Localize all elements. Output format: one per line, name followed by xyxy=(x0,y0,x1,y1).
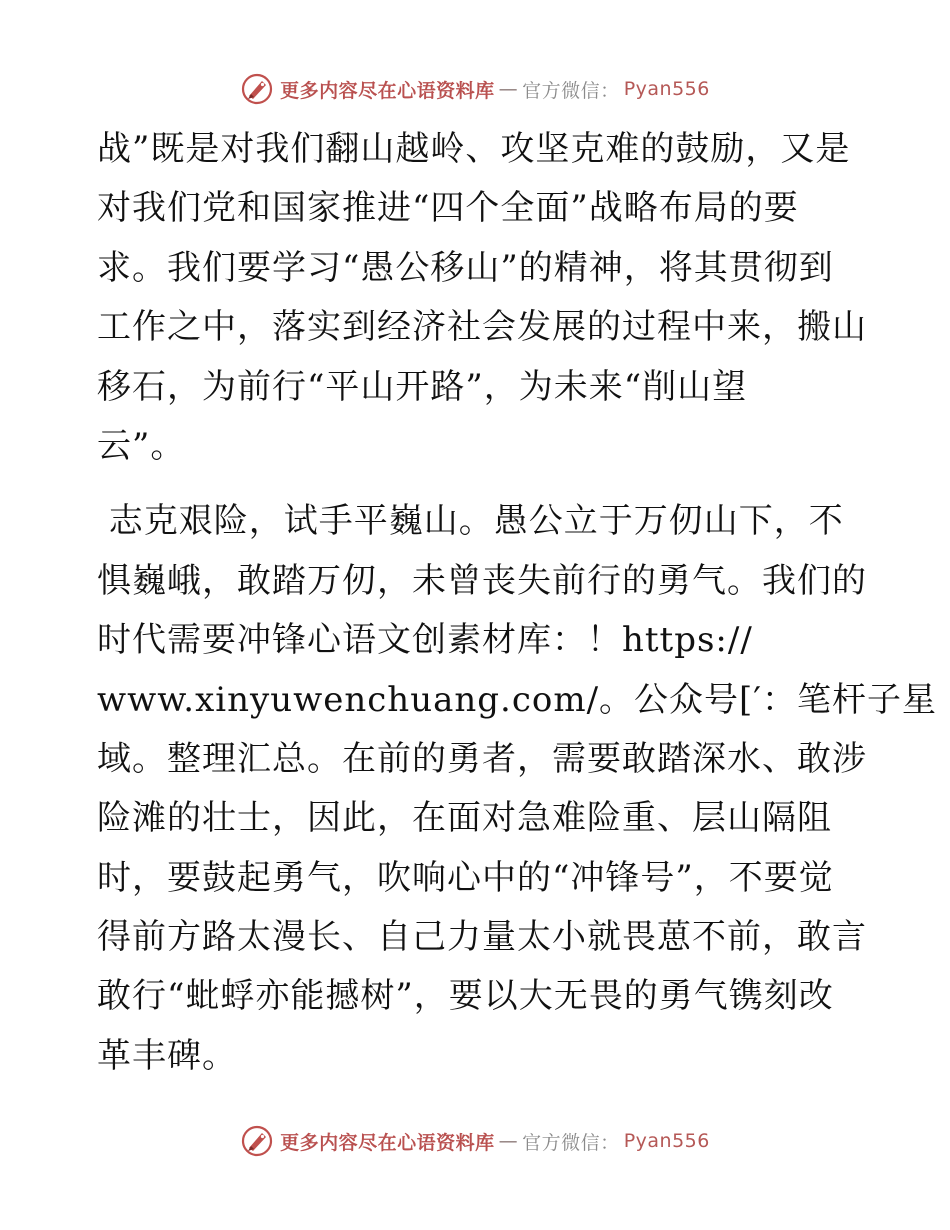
footer-separator: — xyxy=(498,1130,519,1152)
header-banner xyxy=(0,72,950,106)
text-line: 战”既是对我们翻山越岭、攻坚克难的鼓励，又是 xyxy=(97,129,851,169)
header-brand-text: 更多内容尽在心语资料库 xyxy=(280,79,495,102)
footer-official-label: 官方微信： xyxy=(522,1131,620,1154)
text-line: 得前方路太漫长、自己力量太小就畏葸不前，敢言 xyxy=(97,917,867,958)
header-official-label: 官方微信： xyxy=(522,79,620,102)
text-line: 险滩的壮士，因此，在面对急难险重、层山隔阻 xyxy=(97,798,832,839)
pen-nib-logo-icon xyxy=(240,72,274,106)
text-line: 志克艰险，试手平巍山。愚公立于万仞山下，不 xyxy=(97,501,844,542)
header-separator: — xyxy=(498,78,519,100)
text-line: 云”。 xyxy=(97,425,186,466)
text-line: 敢行“蚍蜉亦能撼树”，要以大无畏的勇气镌刻改 xyxy=(97,976,834,1017)
paragraph-2 xyxy=(97,492,938,1086)
text-line: www.xinyuwenchuang.com/。公众号[′：笔杆子星 xyxy=(97,679,938,720)
paragraph-spacer xyxy=(97,476,857,492)
text-line: 时，要鼓起勇气，吹响心中的“冲锋号”，不要觉 xyxy=(97,857,834,898)
text-line: 移石，为前行“平山开路”，为未来“削山望 xyxy=(97,366,748,407)
pen-nib-logo-icon xyxy=(240,1124,274,1158)
text-line: 时代需要冲锋心语文创素材库：！https:// xyxy=(97,620,753,661)
paragraph-1 xyxy=(97,120,867,476)
text-line: 惧巍峨，敢踏万仞，未曾丧失前行的勇气。我们的 xyxy=(97,560,867,601)
article-body xyxy=(97,120,938,1086)
text-line: 域。整理汇总。在前的勇者，需要敢踏深水、敢涉 xyxy=(97,738,867,779)
footer-wechat-id: Pyan556 xyxy=(623,1130,710,1152)
header-wechat-id: Pyan556 xyxy=(623,78,710,100)
text-line: 求。我们要学习“愚公移山”的精神，将其贯彻到 xyxy=(97,247,834,288)
text-line: 工作之中，落实到经济社会发展的过程中来，搬山 xyxy=(97,307,867,348)
text-line: 对我们党和国家推进“四个全面”战略布局的要 xyxy=(97,188,799,229)
footer-banner xyxy=(0,1124,950,1158)
footer-brand-text: 更多内容尽在心语资料库 xyxy=(280,1131,495,1154)
text-line: 革丰碑。 xyxy=(97,1035,237,1076)
